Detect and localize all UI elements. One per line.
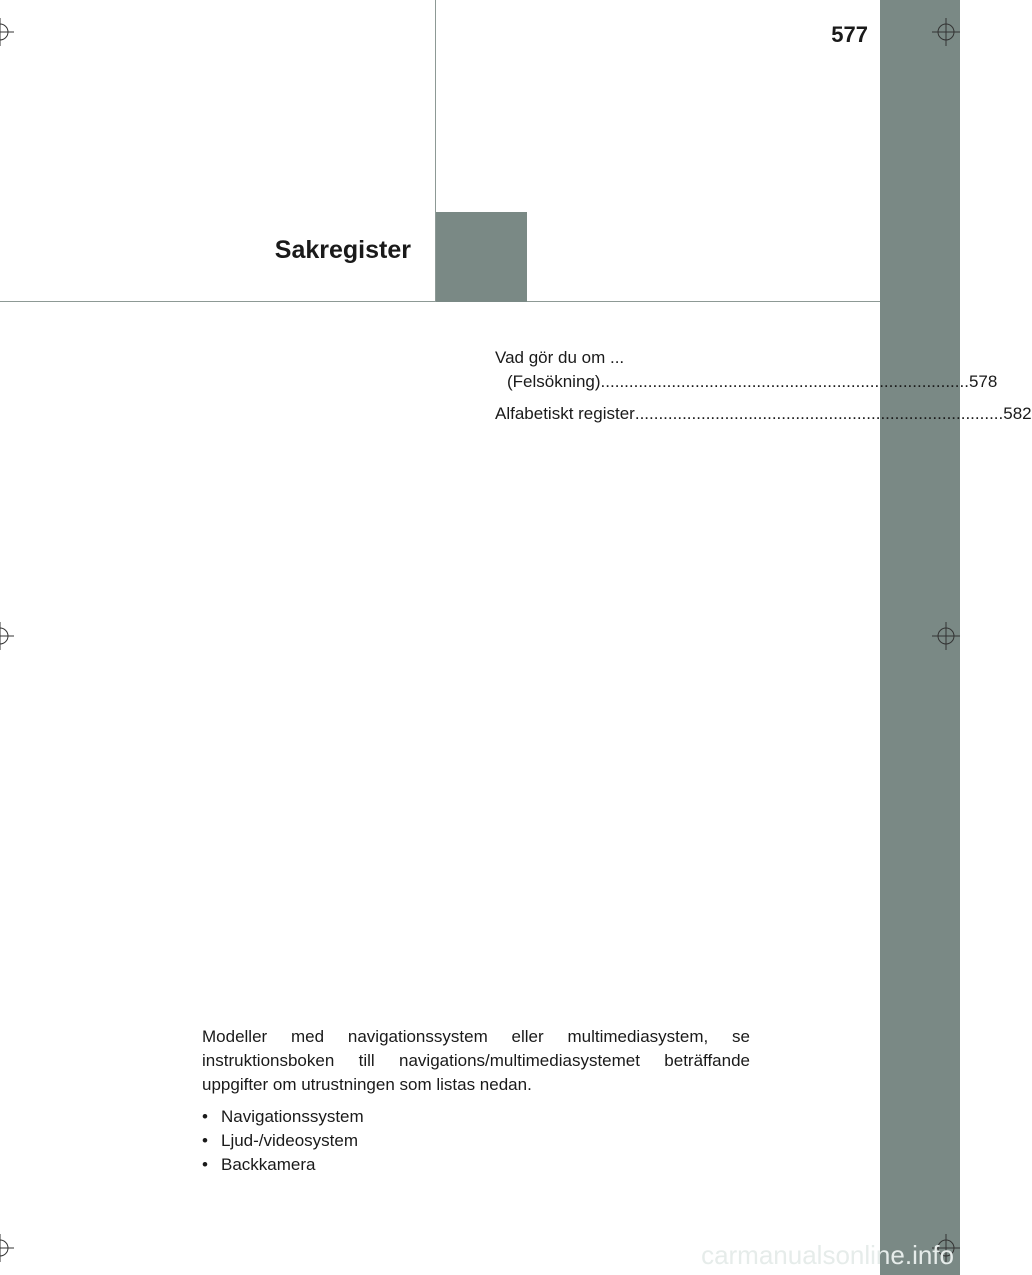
toc-entry-title: Alfabetiskt register [495,404,635,423]
list-item-text: Backkamera [221,1155,316,1174]
registration-mark-icon [932,622,960,650]
toc-page-ref: 578 [968,372,998,391]
watermark: carmanualsonline.info [701,1240,954,1270]
section-title: Sakregister [274,236,411,264]
equipment-list [202,1105,750,1177]
toc-entry-title: Vad gör du om ... [495,348,625,367]
bullet: • [202,1155,208,1174]
toc-entry-subtitle: (Felsökning) [507,372,601,391]
table-of-contents [495,346,1032,434]
toc-entry-line [495,402,1032,426]
registration-mark-icon [932,18,960,46]
bullet: • [202,1107,208,1126]
multimedia-note [202,1025,750,1177]
bullet: • [202,1131,208,1150]
toc-leader-dots: .............................................................................. [634,404,1004,423]
list-item [202,1105,750,1129]
list-item-text: Navigationssystem [221,1107,364,1126]
toc-entry-alphabetical-index[interactable] [495,402,1032,426]
list-item-text: Ljud-/videosystem [221,1131,359,1150]
list-item [202,1129,750,1153]
section-marker-block [436,212,527,302]
toc-entry-subline [495,370,998,394]
page-number: 577 [831,22,868,47]
registration-mark-icon [0,18,14,46]
note-paragraph: Modeller med navigationssystem eller multimediasystem, se instruktionsboken till navigations/multimediasystemet beträffande uppgifter om utrustningen som listas nedan. [202,1027,750,1094]
toc-entry-troubleshooting[interactable] [495,346,998,394]
registration-mark-icon [0,622,14,650]
list-item [202,1153,750,1177]
toc-page-ref: 582 [1003,404,1032,423]
toc-leader-dots: .............................................................................. [600,372,969,391]
registration-mark-icon [0,1234,14,1262]
